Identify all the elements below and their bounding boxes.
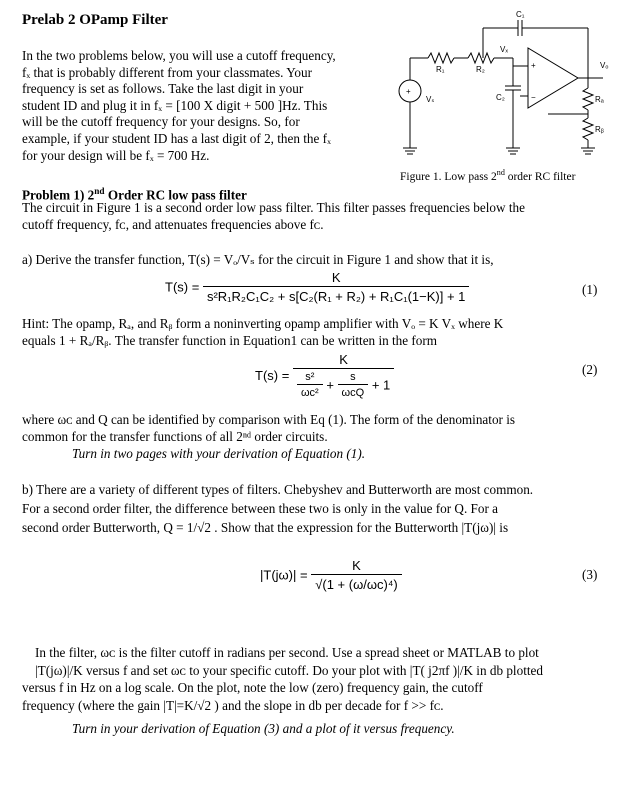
part-b-prompt: b) There are a variety of different types of filters. Chebyshev and Butterworth are most common. For a second order filter, the difference between these two is only in the value for Q. For a second order Butterworth, Q = 1/√2 . Show that the expression for the Butterworth |T(jω)| is (22, 482, 534, 535)
rb-resistor (583, 118, 593, 140)
hint-paragraph: Hint: The opamp, Rₐ, and Rᵦ form a noninverting opamp amplifier with Vₒ = K Vₓ where K equals 1 + Rₐ/Rᵦ. The transfer function in Equation1 can be written in the form (22, 316, 504, 348)
turn-in-a: Turn in two pages with your derivation of Equation (1). (72, 446, 366, 461)
r2-resistor (468, 53, 494, 63)
intro-line: In the two problems below, you will use a cutoff frequency, (22, 48, 336, 63)
figure-caption: Figure 1. Low pass 2nd order RC filter (400, 168, 576, 183)
ra-resistor (583, 88, 593, 110)
vx-label: Vₓ (500, 45, 508, 54)
ground-icon (581, 148, 595, 154)
equation-number: (2) (582, 362, 598, 377)
eq1-denominator: s²R₁R₂C₁C₂ + s[C₂(R₁ + R₂) + R₁C₁(1−K)] + 1 (206, 289, 466, 304)
eq2-denominator: $\frac{\text{s²}}{\text{ωᴄ²}}$ + $\frac{s}{\text{ωᴄQ}}$ + 1 (293, 369, 394, 399)
intro-paragraph (22, 48, 382, 164)
final-paragraph: In the filter, ωᴄ is the filter cutoff in radians per second. Use a spread sheet or MATLAB to plot |T(jω)|/K versus f and set ωᴄ to your specific cutoff. Do your plot with |T( j2πf )|/K in db plotted versus f in Hz on a log scale. On the plot, note the low (zero) frequency gain, the cutoff frequency (where the gain |T|=K/√2 ) and the slope in db per decade for f >> fᴄ. (22, 645, 543, 713)
intro-line: fₓ that is probably different from your classmates. Your (22, 64, 312, 80)
eq3-denominator: √(1 + (ω/ωᴄ)⁴) (315, 577, 398, 592)
c2-label: C₂ (496, 93, 505, 102)
page-title: Prelab 2 OPamp Filter (22, 12, 168, 28)
eq3-numerator: K (311, 558, 402, 575)
where-paragraph: where ωᴄ and Q can be identified by comparison with Eq (1). The form of the denominator is common for the transfer functions of all 2ⁿᵈ order circuits. (22, 412, 516, 444)
opamp-plus-label: + (531, 61, 536, 70)
r1-label: R₁ (436, 65, 445, 74)
equation-2: T(s) = K $\frac{\text{s²}}{\text{ωᴄ²}}$ + $\frac{s}{\text{ωᴄQ}}$ + 1 (255, 352, 394, 399)
intro-line: frequency is set as follows. Take the last digit in your (22, 81, 304, 97)
problem-description: The circuit in Figure 1 is a second order low pass filter. This filter passes frequencies below the cutoff frequency, fᴄ, and attenuates frequencies above fᴄ. (22, 200, 525, 232)
c1-label: C₁ (516, 10, 525, 19)
equation-3: |T(jω)| = $\frac{K}{\text{√(1 + (ω/ωᴄ)⁴)}}$ (260, 558, 402, 592)
rb-label: Rᵦ (595, 125, 604, 134)
intro-line: student ID and plug it in fₓ = [100 X digit + 500 ]Hz. This (22, 97, 328, 113)
vs-label: Vₛ (426, 95, 435, 104)
eq2-numerator: K (293, 352, 394, 369)
intro-line: will be the cutoff frequency for your designs. So, for (22, 114, 300, 130)
r2-label: R₂ (476, 65, 485, 74)
intro-line: for your design will be fₓ = 700 Hz. (22, 147, 210, 163)
equation-number: (3) (582, 567, 598, 582)
eq1-numerator: K (203, 270, 469, 287)
r1-resistor (428, 53, 454, 63)
part-a-prompt: a) Derive the transfer function, T(s) = Vₒ/Vₛ for the circuit in Figure 1 and show that it is, (22, 252, 494, 267)
equation-1: T(s) = $\frac{K}{\text{s²R₁R₂C₁C₂ + s[C₂(R₁ + R₂) + R₁C₁(1−K)] + 1}}$ (165, 270, 469, 304)
turn-in-b: Turn in your derivation of Equation (3) and a plot of it versus frequency. (72, 721, 455, 736)
opamp-minus-label: − (531, 93, 536, 102)
source-plus-label: + (406, 87, 411, 96)
intro-line: example, if your student ID has a last digit of 2, then the fₓ (22, 130, 331, 146)
ground-icon (506, 148, 520, 154)
problem-heading: Problem 1) 2nd Order RC low pass filter (22, 186, 247, 203)
circuit-diagram (388, 8, 616, 168)
ground-icon (403, 148, 417, 154)
ra-label: Rₐ (595, 95, 604, 104)
vo-label: Vₒ (600, 61, 609, 70)
equation-number: (1) (582, 282, 598, 297)
